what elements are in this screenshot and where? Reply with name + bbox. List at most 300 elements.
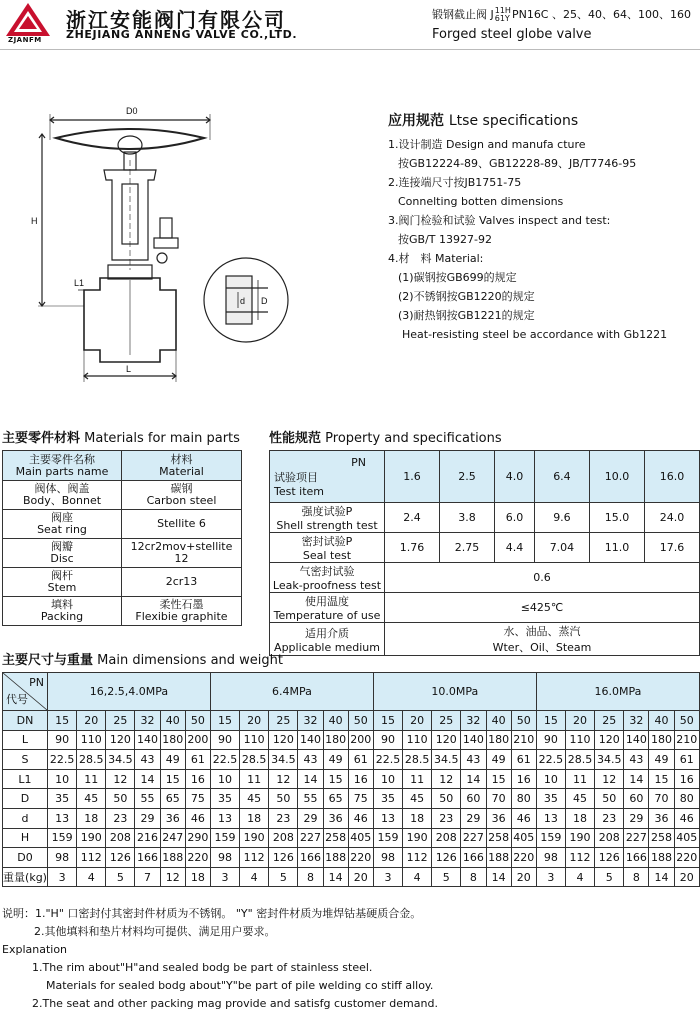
table-cell: 13 bbox=[536, 808, 565, 828]
table-cell: 12 bbox=[432, 769, 461, 789]
dn-cell: 25 bbox=[269, 711, 298, 731]
table-cell: 126 bbox=[432, 848, 461, 868]
table-cell: 3 bbox=[536, 867, 565, 887]
table-cell: 126 bbox=[269, 848, 298, 868]
table-cell: 166 bbox=[135, 848, 160, 868]
table-cell: 14 bbox=[624, 769, 649, 789]
dn-cell: 32 bbox=[624, 711, 649, 731]
table-cell: 208 bbox=[269, 828, 298, 848]
valve-drawing bbox=[28, 100, 308, 390]
table-cell: 188 bbox=[323, 848, 348, 868]
table-cell: 110 bbox=[565, 730, 594, 750]
pn-cell: 16.0 bbox=[644, 451, 699, 503]
table-cell: 35 bbox=[210, 789, 239, 809]
table-cell: 46 bbox=[348, 808, 373, 828]
materials-title: 主要零件材料 Materials for main parts bbox=[2, 431, 240, 446]
table-cell: 43 bbox=[624, 750, 649, 770]
table-cell: 18 bbox=[240, 808, 269, 828]
table-cell: 7 bbox=[135, 867, 160, 887]
table-row bbox=[3, 808, 700, 828]
table-cell: 8 bbox=[461, 867, 486, 887]
table-cell: 20 bbox=[674, 867, 699, 887]
table-cell: 4.4 bbox=[495, 533, 535, 563]
table-cell: 46 bbox=[511, 808, 536, 828]
spec-line: 3.阀门检验和试验 Valves inspect and test: bbox=[388, 214, 611, 227]
table-cell: 190 bbox=[77, 828, 106, 848]
table-cell: 46 bbox=[185, 808, 210, 828]
row-label: 密封试验P Seal test bbox=[270, 533, 385, 563]
table-cell: 29 bbox=[135, 808, 160, 828]
table-cell: 49 bbox=[649, 750, 674, 770]
table-cell: 188 bbox=[160, 848, 185, 868]
notes bbox=[2, 905, 698, 1013]
table-cell: 43 bbox=[135, 750, 160, 770]
pn-cell: 1.6 bbox=[385, 451, 440, 503]
table-cell: 180 bbox=[160, 730, 185, 750]
row-label: D bbox=[3, 789, 48, 809]
dn-cell: 20 bbox=[403, 711, 432, 731]
table-cell: 50 bbox=[432, 789, 461, 809]
table-cell: 12 bbox=[269, 769, 298, 789]
table-cell: 阀瓣 Disc bbox=[3, 539, 122, 568]
note-en-title: Explanation bbox=[2, 943, 68, 956]
table-cell: 11 bbox=[565, 769, 594, 789]
table-cell: 13 bbox=[373, 808, 402, 828]
table-row bbox=[270, 623, 700, 656]
pressure-group-header: 6.4MPa bbox=[210, 673, 373, 711]
note-en-2: Materials for sealed bodg about"Y"be part of pile welding co stiff alloy. bbox=[46, 979, 434, 992]
table-cell: 159 bbox=[536, 828, 565, 848]
table-cell: 49 bbox=[160, 750, 185, 770]
table-cell: 140 bbox=[624, 730, 649, 750]
table-cell: 16 bbox=[674, 769, 699, 789]
table-cell: 112 bbox=[240, 848, 269, 868]
table-cell: 120 bbox=[432, 730, 461, 750]
table-cell: 柔性石墨 Flexibie graphite bbox=[122, 597, 242, 626]
table-cell: 29 bbox=[624, 808, 649, 828]
table-cell: 405 bbox=[674, 828, 699, 848]
table-cell: 11 bbox=[240, 769, 269, 789]
label-l1: L1 bbox=[74, 278, 85, 288]
dn-cell: 50 bbox=[674, 711, 699, 731]
table-cell: 18 bbox=[565, 808, 594, 828]
note-en-3: 2.The seat and other packing mag provide and satisfg customer demand. bbox=[32, 997, 438, 1010]
dn-cell: 15 bbox=[536, 711, 565, 731]
spec-line: Heat-resisting steel be accordance with Gb1221 bbox=[402, 328, 668, 341]
dn-cell: 32 bbox=[298, 711, 323, 731]
table-cell: 90 bbox=[210, 730, 239, 750]
table-cell: 190 bbox=[403, 828, 432, 848]
property-title: 性能规范 Property and specifications bbox=[269, 431, 502, 446]
table-cell: 290 bbox=[185, 828, 210, 848]
table-cell: 65 bbox=[160, 789, 185, 809]
table-cell: 20 bbox=[511, 867, 536, 887]
table-cell: 112 bbox=[403, 848, 432, 868]
table-cell: 208 bbox=[595, 828, 624, 848]
row-label: 气密封试验 Leak-proofness test bbox=[270, 563, 385, 593]
corner-cell: PN 试验项目 Test item bbox=[270, 451, 385, 503]
table-cell: ≤425℃ bbox=[385, 593, 700, 623]
table-cell: 8 bbox=[298, 867, 323, 887]
table-cell: 188 bbox=[649, 848, 674, 868]
dn-cell: 32 bbox=[461, 711, 486, 731]
table-cell: 49 bbox=[323, 750, 348, 770]
table-cell: 60 bbox=[624, 789, 649, 809]
table-cell: 28.5 bbox=[240, 750, 269, 770]
table-cell: 220 bbox=[185, 848, 210, 868]
table-cell: 阀杆 Stem bbox=[3, 568, 122, 597]
pn-cell: 10.0 bbox=[589, 451, 644, 503]
table-cell: 159 bbox=[210, 828, 239, 848]
table-cell: 水、油品、蒸汽 Wter、Oil、Steam bbox=[385, 623, 700, 656]
table-cell: 12cr2mov+stellite 12 bbox=[122, 539, 242, 568]
table-cell: 405 bbox=[348, 828, 373, 848]
table-cell: 112 bbox=[77, 848, 106, 868]
table-cell: 24.0 bbox=[644, 503, 699, 533]
row-label: 适用介质 Applicable medium bbox=[270, 623, 385, 656]
table-cell: 190 bbox=[240, 828, 269, 848]
table-cell: 208 bbox=[432, 828, 461, 848]
company-name-en: ZHEJIANG ANNENG VALVE CO.,LTD. bbox=[66, 28, 298, 41]
corner-pn: PN bbox=[29, 676, 44, 689]
table-cell: 34.5 bbox=[432, 750, 461, 770]
corner-cell bbox=[3, 673, 48, 711]
table-cell: 35 bbox=[536, 789, 565, 809]
table-row bbox=[3, 539, 242, 568]
table-header-row bbox=[3, 673, 700, 711]
table-cell: 210 bbox=[511, 730, 536, 750]
dn-cell: 50 bbox=[185, 711, 210, 731]
table-cell: 12 bbox=[595, 769, 624, 789]
dn-cell: 50 bbox=[511, 711, 536, 731]
table-cell: 35 bbox=[48, 789, 77, 809]
table-cell: 405 bbox=[511, 828, 536, 848]
table-cell: 0.6 bbox=[385, 563, 700, 593]
table-row bbox=[3, 848, 700, 868]
table-row bbox=[270, 563, 700, 593]
table-cell: 216 bbox=[135, 828, 160, 848]
table-row bbox=[3, 730, 700, 750]
dn-cell: 25 bbox=[595, 711, 624, 731]
product-title-en: Forged steel globe valve bbox=[432, 27, 592, 42]
product-suffix: PN16C 、25、40、64、100、160 bbox=[511, 8, 691, 21]
table-row bbox=[3, 750, 700, 770]
pn-cell: 6.4 bbox=[534, 451, 589, 503]
dn-cell: 20 bbox=[77, 711, 106, 731]
row-label: S bbox=[3, 750, 48, 770]
table-cell: 140 bbox=[135, 730, 160, 750]
table-cell: 50 bbox=[595, 789, 624, 809]
table-cell: 3.8 bbox=[440, 503, 495, 533]
table-cell: 120 bbox=[595, 730, 624, 750]
table-cell: 5 bbox=[432, 867, 461, 887]
table-cell: 18 bbox=[77, 808, 106, 828]
table-cell: 23 bbox=[269, 808, 298, 828]
table-cell: 34.5 bbox=[595, 750, 624, 770]
table-cell: 110 bbox=[403, 730, 432, 750]
table-cell: 227 bbox=[624, 828, 649, 848]
table-row bbox=[3, 597, 242, 626]
table-cell: 4 bbox=[565, 867, 594, 887]
row-label: 重量(kg) bbox=[3, 867, 48, 887]
page-header bbox=[0, 0, 700, 52]
dn-cell: 40 bbox=[649, 711, 674, 731]
table-row bbox=[270, 503, 700, 533]
table-cell: 9.6 bbox=[534, 503, 589, 533]
table-cell: 14 bbox=[135, 769, 160, 789]
table-cell: 36 bbox=[649, 808, 674, 828]
table-cell: 75 bbox=[348, 789, 373, 809]
table-cell: 23 bbox=[106, 808, 135, 828]
table-cell: 208 bbox=[106, 828, 135, 848]
table-cell: 220 bbox=[348, 848, 373, 868]
table-cell: 13 bbox=[210, 808, 239, 828]
table-cell: 35 bbox=[373, 789, 402, 809]
table-cell: 4 bbox=[77, 867, 106, 887]
dn-cell: 15 bbox=[48, 711, 77, 731]
table-cell: 90 bbox=[373, 730, 402, 750]
table-cell: 258 bbox=[649, 828, 674, 848]
table-row bbox=[3, 481, 242, 510]
table-cell: 110 bbox=[240, 730, 269, 750]
dn-row bbox=[3, 711, 700, 731]
table-cell: 填料 Packing bbox=[3, 597, 122, 626]
table-cell: 45 bbox=[403, 789, 432, 809]
table-cell: 70 bbox=[649, 789, 674, 809]
dn-cell: 15 bbox=[373, 711, 402, 731]
table-cell: 28.5 bbox=[403, 750, 432, 770]
dn-cell: 25 bbox=[432, 711, 461, 731]
table-cell: 190 bbox=[565, 828, 594, 848]
table-cell: 14 bbox=[461, 769, 486, 789]
note-en-1: 1.The rim about"H"and sealed bodg be part of stainless steel. bbox=[32, 961, 373, 974]
table-cell: 258 bbox=[486, 828, 511, 848]
table-cell: 120 bbox=[269, 730, 298, 750]
spec-line: Connelting botten dimensions bbox=[398, 195, 564, 208]
table-cell: 50 bbox=[106, 789, 135, 809]
table-cell: 5 bbox=[269, 867, 298, 887]
pressure-group-header: 10.0MPa bbox=[373, 673, 536, 711]
dimensions-title: 主要尺寸与重量 Main dimensions and weight bbox=[2, 653, 283, 668]
table-cell: 23 bbox=[595, 808, 624, 828]
pn-cell: 2.5 bbox=[440, 451, 495, 503]
table-cell: 28.5 bbox=[565, 750, 594, 770]
table-cell: 227 bbox=[461, 828, 486, 848]
label-l: L bbox=[126, 364, 132, 374]
table-cell: 11 bbox=[77, 769, 106, 789]
table-row bbox=[3, 568, 242, 597]
table-cell: 43 bbox=[461, 750, 486, 770]
row-label: L1 bbox=[3, 769, 48, 789]
table-cell: 126 bbox=[595, 848, 624, 868]
table-cell: 220 bbox=[674, 848, 699, 868]
table-cell: 5 bbox=[595, 867, 624, 887]
table-cell: 247 bbox=[160, 828, 185, 848]
table-cell: 159 bbox=[373, 828, 402, 848]
table-cell: 11.0 bbox=[589, 533, 644, 563]
table-cell: 29 bbox=[461, 808, 486, 828]
pressure-group-header: 16,2.5,4.0MPa bbox=[48, 673, 211, 711]
row-label: D0 bbox=[3, 848, 48, 868]
row-label: H bbox=[3, 828, 48, 848]
table-cell: 15 bbox=[649, 769, 674, 789]
table-cell: 3 bbox=[48, 867, 77, 887]
table-cell: 2cr13 bbox=[122, 568, 242, 597]
spec-line: (2)不锈钢按GB1220的规定 bbox=[398, 290, 535, 303]
table-cell: 112 bbox=[565, 848, 594, 868]
table-header-row bbox=[270, 451, 700, 503]
table-cell: 29 bbox=[298, 808, 323, 828]
table-header-row bbox=[3, 451, 242, 481]
table-cell: 15 bbox=[486, 769, 511, 789]
table-cell: 61 bbox=[348, 750, 373, 770]
application-specs bbox=[388, 112, 698, 344]
materials-table bbox=[2, 450, 242, 626]
table-cell: 120 bbox=[106, 730, 135, 750]
table-row bbox=[3, 867, 700, 887]
label-h: H bbox=[31, 216, 38, 226]
table-cell: 98 bbox=[373, 848, 402, 868]
table-cell: 22.5 bbox=[210, 750, 239, 770]
spec-line: 按GB/T 13927-92 bbox=[398, 233, 492, 246]
table-cell: 258 bbox=[323, 828, 348, 848]
table-cell: 36 bbox=[160, 808, 185, 828]
table-cell: 14 bbox=[486, 867, 511, 887]
table-cell: 60 bbox=[461, 789, 486, 809]
table-cell: 220 bbox=[511, 848, 536, 868]
table-cell: 166 bbox=[461, 848, 486, 868]
dn-cell: 40 bbox=[486, 711, 511, 731]
table-cell: 16 bbox=[348, 769, 373, 789]
dn-cell: 50 bbox=[348, 711, 373, 731]
corner-code: 代号 bbox=[6, 693, 28, 706]
table-cell: 3 bbox=[210, 867, 239, 887]
table-cell: 8 bbox=[624, 867, 649, 887]
table-cell: 12 bbox=[106, 769, 135, 789]
table-cell: 65 bbox=[323, 789, 348, 809]
table-cell: 22.5 bbox=[536, 750, 565, 770]
table-cell: 11 bbox=[403, 769, 432, 789]
header-cell: 主要零件名称 Main parts name bbox=[3, 451, 122, 481]
note-cn-2: 2.其他填料和垫片材料均可提供、满足用户要求。 bbox=[34, 925, 276, 938]
table-cell: 61 bbox=[185, 750, 210, 770]
table-cell: 227 bbox=[298, 828, 323, 848]
table-cell: 110 bbox=[77, 730, 106, 750]
table-cell: 18 bbox=[185, 867, 210, 887]
table-cell: 200 bbox=[185, 730, 210, 750]
table-cell: 14 bbox=[298, 769, 323, 789]
table-cell: 10 bbox=[210, 769, 239, 789]
table-cell: 98 bbox=[210, 848, 239, 868]
table-cell: 15 bbox=[160, 769, 185, 789]
row-label: DN bbox=[3, 711, 48, 731]
table-cell: 阀座 Seat ring bbox=[3, 510, 122, 539]
product-prefix: 锻钢截止阀 J bbox=[432, 8, 494, 21]
table-cell: 210 bbox=[674, 730, 699, 750]
table-cell: 166 bbox=[298, 848, 323, 868]
table-cell: 70 bbox=[486, 789, 511, 809]
note-cn-1: 说明：1."H" 口密封付其密封件材质为不锈钢。 "Y" 密封件材质为堆焊钴基硬质合金。 bbox=[2, 907, 422, 920]
table-cell: 15.0 bbox=[589, 503, 644, 533]
product-sup: 11H bbox=[494, 6, 511, 15]
table-cell: 36 bbox=[486, 808, 511, 828]
table-cell: 阀体、阀盖 Body、Bonnet bbox=[3, 481, 122, 510]
table-cell: 98 bbox=[48, 848, 77, 868]
product-title bbox=[432, 6, 691, 23]
table-cell: 180 bbox=[323, 730, 348, 750]
row-label: 强度试验P Shell strength test bbox=[270, 503, 385, 533]
table-cell: 17.6 bbox=[644, 533, 699, 563]
table-cell: 3 bbox=[373, 867, 402, 887]
table-row bbox=[3, 789, 700, 809]
row-label: 使用温度 Temperature of use bbox=[270, 593, 385, 623]
table-cell: 34.5 bbox=[269, 750, 298, 770]
specs-title: 应用规范 Ltse specifications bbox=[388, 113, 579, 129]
table-cell: 140 bbox=[461, 730, 486, 750]
table-cell: 10 bbox=[536, 769, 565, 789]
table-row bbox=[3, 769, 700, 789]
table-cell: 16 bbox=[511, 769, 536, 789]
table-row bbox=[3, 828, 700, 848]
table-cell: 45 bbox=[240, 789, 269, 809]
table-cell: 18 bbox=[403, 808, 432, 828]
table-cell: 180 bbox=[486, 730, 511, 750]
table-cell: 36 bbox=[323, 808, 348, 828]
table-cell: 15 bbox=[323, 769, 348, 789]
table-cell: 55 bbox=[298, 789, 323, 809]
dimensions-body bbox=[3, 673, 700, 887]
table-cell: 90 bbox=[536, 730, 565, 750]
table-cell: 12 bbox=[160, 867, 185, 887]
dn-cell: 20 bbox=[565, 711, 594, 731]
dn-cell: 20 bbox=[240, 711, 269, 731]
label-d-small: d bbox=[240, 296, 246, 306]
header-cell: 材料 Material bbox=[122, 451, 242, 481]
table-row bbox=[270, 533, 700, 563]
spec-line: 1.设计制造 Design and manufa cture bbox=[388, 138, 586, 151]
table-row bbox=[270, 593, 700, 623]
table-cell: 80 bbox=[674, 789, 699, 809]
table-cell: 23 bbox=[432, 808, 461, 828]
table-row bbox=[3, 510, 242, 539]
spec-line: (1)碳钢按GB699的规定 bbox=[398, 271, 517, 284]
table-cell: 140 bbox=[298, 730, 323, 750]
table-cell: 22.5 bbox=[48, 750, 77, 770]
company-name-cn: 浙江安能阀门有限公司 bbox=[66, 8, 286, 32]
table-cell: 14 bbox=[323, 867, 348, 887]
table-cell: 5 bbox=[106, 867, 135, 887]
row-label: L bbox=[3, 730, 48, 750]
table-cell: 34.5 bbox=[106, 750, 135, 770]
table-cell: 碳钢 Carbon steel bbox=[122, 481, 242, 510]
table-cell: 13 bbox=[48, 808, 77, 828]
spec-line: 4.材 料 Material: bbox=[388, 252, 484, 265]
header-divider bbox=[0, 49, 700, 50]
table-cell: 98 bbox=[536, 848, 565, 868]
table-cell: 7.04 bbox=[534, 533, 589, 563]
table-cell: 46 bbox=[674, 808, 699, 828]
table-cell: 159 bbox=[48, 828, 77, 848]
table-cell: 50 bbox=[269, 789, 298, 809]
pn-cell: 4.0 bbox=[495, 451, 535, 503]
table-cell: 1.76 bbox=[385, 533, 440, 563]
table-cell: 10 bbox=[48, 769, 77, 789]
table-cell: 166 bbox=[624, 848, 649, 868]
table-cell: 90 bbox=[48, 730, 77, 750]
product-sub: 61Y bbox=[494, 14, 510, 23]
table-cell: 16 bbox=[185, 769, 210, 789]
spec-line: (3)耐热钢按GB1221的规定 bbox=[398, 309, 535, 322]
